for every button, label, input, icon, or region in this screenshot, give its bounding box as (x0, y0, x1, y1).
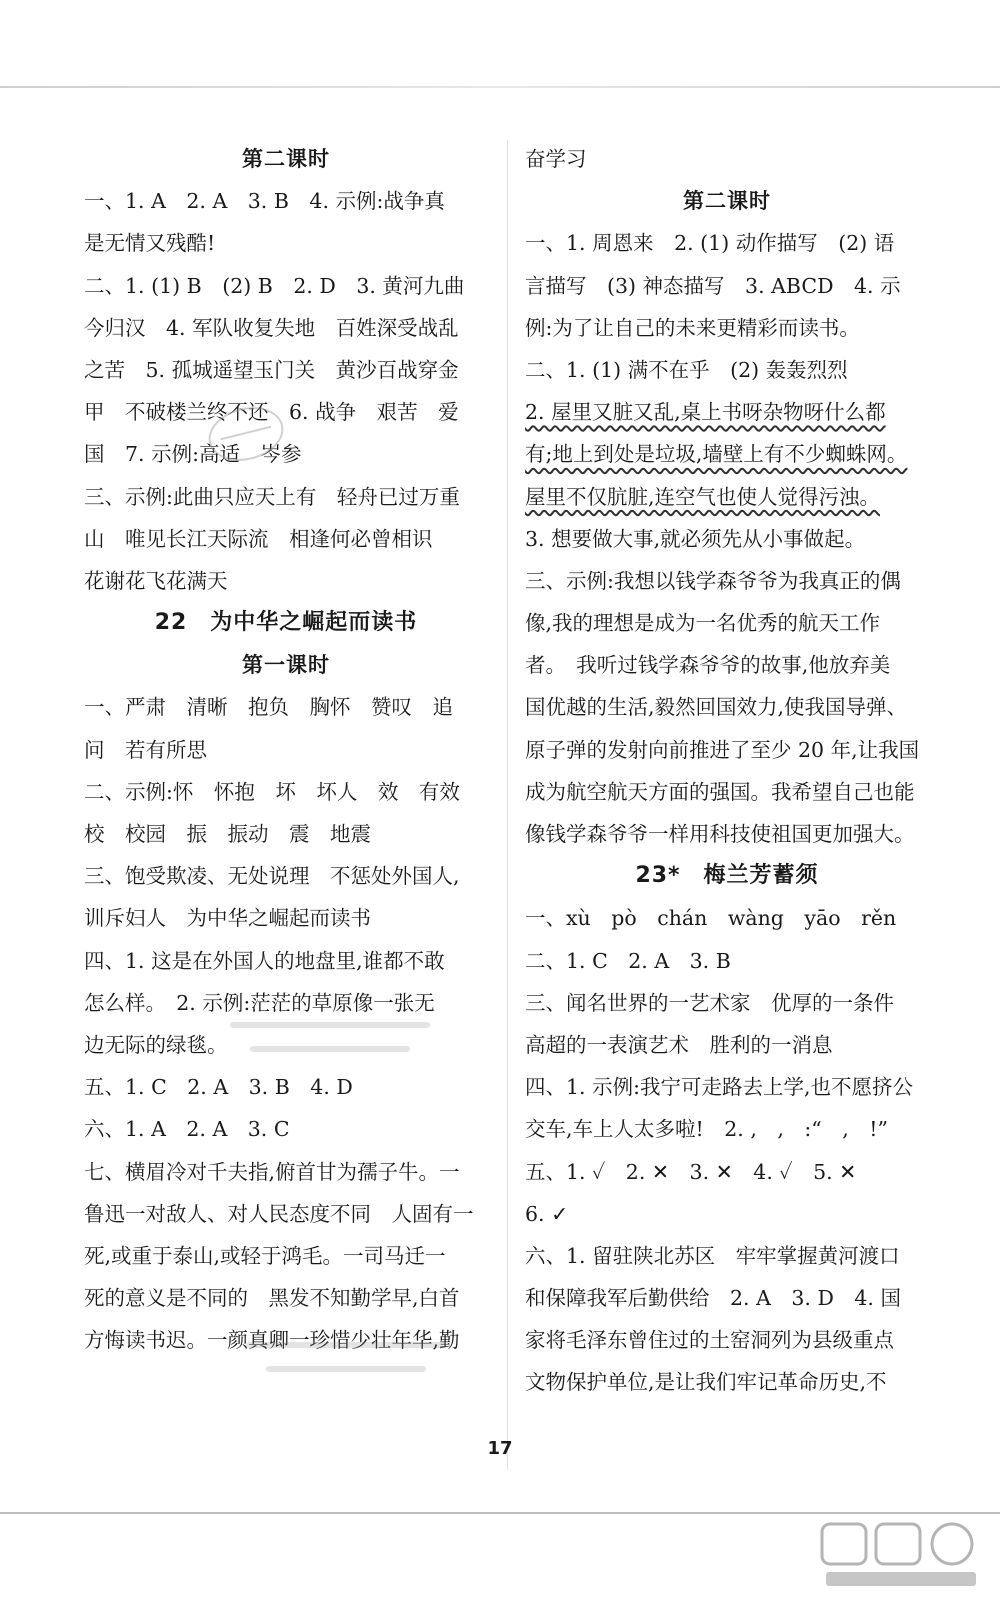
answer-line: 五、1. C 2. A 3. B 4. D (84, 1075, 353, 1100)
answer-line: 交车,车上人太多啦! 2. , , :“ , !” (525, 1117, 888, 1142)
answer-line: 三、示例:此曲只应天上有 轻舟已过万重 (84, 484, 460, 509)
answer-line: 六、1. 留驻陕北苏区 牢牢掌握黄河渡口 (525, 1243, 900, 1268)
answer-line (525, 391, 929, 433)
answer-line: 是无情又残酷! (84, 231, 216, 256)
answer-line: 问 若有所思 (84, 737, 207, 762)
answer-line: 怎么样。 2. 示例:茫茫的草原像一张无 (84, 990, 435, 1015)
answer-line: 一、严肃 清晰 抱负 胸怀 赞叹 追 (84, 695, 453, 720)
answer-line: 言描写 (3) 神态描写 3. ABCD 4. 示 (525, 273, 901, 298)
left-column (84, 138, 488, 1361)
answer-line: 四、1. 这是在外国人的地盘里,谁都不敢 (84, 948, 445, 973)
answer-line: 一、1. 周恩来 2. (1) 动作描写 (2) 语 (525, 231, 895, 256)
page-top-edge (0, 86, 1000, 88)
answer-line: 二、1. (1) 满不在乎 (2) 轰轰烈烈 (525, 357, 848, 382)
answer-line: 一、1. A 2. A 3. B 4. 示例:战争真 (84, 189, 445, 214)
answer-line: 鲁迅一对敌人、对人民态度不同 人固有一 (84, 1201, 474, 1226)
answer-line: 边无际的绿毯。 (84, 1032, 228, 1057)
underlined-answer-text: 有;地上到处是垃圾,墙壁上有不少蜘蛛网。 (525, 442, 908, 467)
answer-line: 高超的一表演艺术 胜利的一消息 (525, 1032, 833, 1057)
answer-line: 原子弹的发射向前推进了至少 20 年,让我国 (525, 737, 920, 762)
answer-line: 二、1. (1) B (2) B 2. D 3. 黄河九曲 (84, 273, 465, 298)
answer-line: 训斥妇人 为中华之崛起而读书 (84, 906, 371, 931)
answer-line: 花谢花飞花满天 (84, 568, 228, 593)
answer-line (525, 433, 929, 475)
answer-line: 者。 我听过钱学森爷爷的故事,他放弃美 (525, 653, 891, 678)
answer-line: 三、饱受欺凌、无处说理 不惩处外国人, (84, 864, 460, 889)
section-heading: 第二课时 (683, 189, 771, 214)
answer-line: 奋学习 (525, 147, 587, 171)
answer-line: 死,或重于泰山,或轻于鸿毛。一司马迁一 (84, 1243, 446, 1268)
answer-line: 像钱学森爷爷一样用科技使祖国更加强大。 (525, 822, 915, 846)
answer-line: 死的意义是不同的 黑发不知勤学早,白首 (84, 1286, 460, 1311)
answer-line: 五、1. ✓ 2. ✕ 3. ✕ 4. ✓ 5. ✕ (525, 1159, 857, 1184)
answer-line: 一、xù pò chán wàng yāo rěn (525, 906, 897, 931)
underlined-answer-text: 屋里不仅肮脏,连空气也使人觉得污浊。 (525, 484, 881, 509)
answer-line: 成为航空航天方面的强国。我希望自己也能 (525, 779, 915, 804)
answer-line: 之苦 5. 孤城遥望玉门关 黄沙百战穿金 (84, 357, 459, 382)
answer-line (525, 476, 929, 518)
answer-line: 三、闻名世界的一艺术家 优厚的一条件 (525, 990, 894, 1015)
answer-line: 三、示例:我想以钱学森爷爷为我真正的偶 (525, 568, 901, 593)
answer-line: 方悔读书迟。一颜真卿一珍惜少壮年华,勤 (84, 1328, 460, 1353)
answer-line: 国 7. 示例:高适 岑参 (84, 442, 302, 467)
answer-line: 今归汉 4. 军队收复失地 百姓深受战乱 (84, 315, 459, 340)
answer-line: 二、1. C 2. A 3. B (525, 948, 731, 973)
page-number: 17 (487, 1438, 513, 1459)
site-logo-icon (818, 1520, 988, 1592)
answer-line: 例:为了让自己的未来更精彩而读书。 (525, 315, 860, 340)
answer-line: 文物保护单位,是让我们牢记革命历史,不 (525, 1370, 887, 1395)
answer-line: 家将毛泽东曾住过的土窑洞列为县级重点 (525, 1328, 894, 1353)
answer-line: 6. ✓ (525, 1201, 569, 1226)
answer-line: 甲 不破楼兰终不还 6. 战争 艰苦 爱 (84, 400, 459, 425)
faded-watermark-icon (236, 1332, 466, 1392)
answer-line: 像,我的理想是成为一名优秀的航天工作 (525, 611, 881, 636)
answer-line: 3. 想要做大事,就必须先从小事做起。 (525, 526, 866, 551)
right-column (525, 138, 929, 1404)
faded-watermark-icon (220, 1012, 450, 1072)
answer-line: 七、横眉冷对千夫指,俯首甘为孺子牛。一 (84, 1159, 460, 1184)
answer-line: 四、1. 示例:我宁可走路去上学,也不愿挤公 (525, 1075, 913, 1100)
page-bottom-edge (0, 1512, 1000, 1514)
answer-line: 二、示例:怀 怀抱 坏 坏人 效 有效 (84, 779, 460, 804)
answer-line: 六、1. A 2. A 3. C (84, 1117, 290, 1142)
column-divider (507, 140, 508, 1470)
underlined-answer-text: 2. 屋里又脏又乱,桌上书呀杂物呀什么都 (525, 400, 886, 425)
lesson-title: 23* 梅兰芳蓄须 (635, 863, 819, 889)
section-heading: 第二课时 (242, 147, 330, 171)
answer-line: 山 唯见长江天际流 相逢何必曾相识 (84, 526, 433, 551)
answer-line: 和保障我军后勤供给 2. A 3. D 4. 国 (525, 1286, 901, 1311)
answer-line: 国优越的生活,毅然回国效力,使我国导弹、 (525, 695, 908, 720)
answer-line: 校 校园 振 振动 震 地震 (84, 822, 371, 846)
lesson-title: 22 为中华之崛起而读书 (154, 610, 418, 636)
section-heading: 第一课时 (242, 653, 330, 678)
